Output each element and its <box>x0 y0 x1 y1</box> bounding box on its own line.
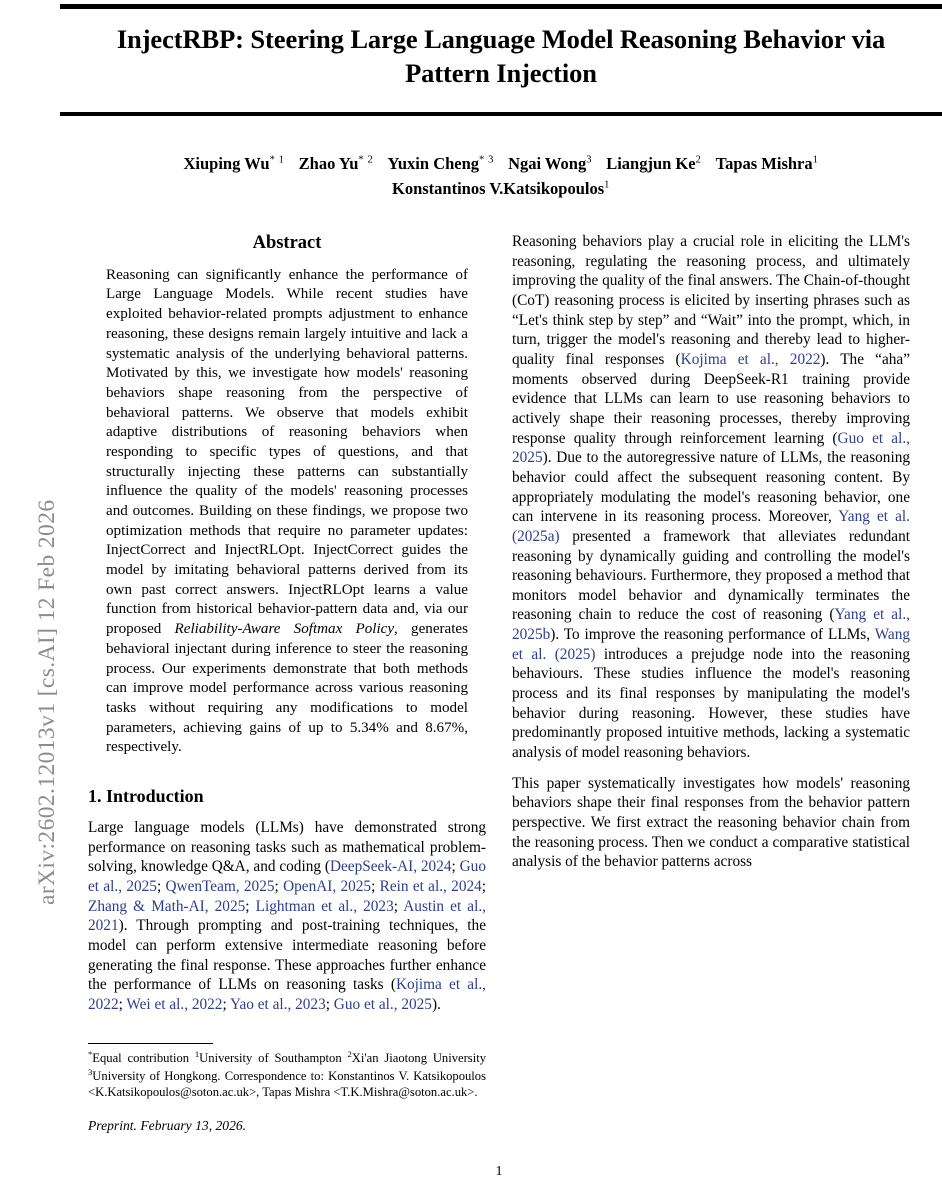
intro-p2-text-c: ). Due to the autoregressive nature of LLMs, the reasoning behavior could affect the subsequent reasoning content. By appropriately modulating the model's reasoning behavior, one can intervene in its reasoning process. Moreover, <box>512 449 910 526</box>
arxiv-stamp-text: arXiv:2602.12013v1 [cs.AI] 12 Feb 2026 <box>34 499 60 905</box>
author-affiliation-marks: * 3 <box>479 154 494 166</box>
author-list <box>60 152 942 201</box>
author-name: Tapas Mishra <box>715 154 813 173</box>
author-entry <box>184 154 285 173</box>
footnote-marker-1: 1 <box>194 1049 200 1060</box>
footnote-part-d: University of Hongkong. Correspondence to: Konstantinos V. Katsikopoulos <K.Katsikopoulos@soton.ac.uk>, Tapas Mishra <T.K.Mishra@soton.ac.uk>. <box>88 1069 486 1100</box>
intro-p1-text-b: ). Through prompting and post-training techniques, the model can perform extensive intermediate reasoning before generating the final response. These approaches further enhance the performance of LLMs on reasoning tasks ( <box>88 917 486 994</box>
header-rule-top <box>60 4 942 9</box>
citation-link[interactable]: Yang et al., 2025b <box>512 606 910 644</box>
author-affiliation-marks: 1 <box>604 179 610 191</box>
citation-link[interactable]: Guo et al., 2025 <box>88 858 486 896</box>
title-block <box>60 22 942 91</box>
citation-link[interactable]: Guo et al., 2025 <box>512 429 910 467</box>
intro-paragraph-3: This paper systematically investigates how models' reasoning behaviors shape their final responses from the behavior pattern perspective. We first extract the reasoning behavior chain from the reasoning process. Then we conduct a comparative statistical analysis of the behavior patterns across <box>512 774 910 871</box>
author-name: Xiuping Wu <box>183 154 270 173</box>
citation-link[interactable]: Austin et al., 2021 <box>88 897 486 935</box>
citation-separator: ; <box>156 878 166 896</box>
citation-link[interactable]: Kojima et al., 2022 <box>680 350 821 368</box>
citation-link[interactable]: Rein et al., 2024 <box>379 878 482 896</box>
citation-separator: ; <box>481 878 487 896</box>
author-entry <box>65 177 937 201</box>
abstract-heading: Abstract <box>252 233 322 253</box>
author-name: Zhao Yu <box>298 154 359 173</box>
footnote-marker-2: 2 <box>347 1049 352 1060</box>
footnote-text <box>88 1049 486 1100</box>
citation-link[interactable]: Lightman et al., 2023 <box>255 897 394 915</box>
author-entry <box>387 154 494 173</box>
paper-page <box>56 0 942 1200</box>
citation-separator: ; <box>222 995 230 1013</box>
author-affiliation-marks: 1 <box>812 154 819 166</box>
citation-separator: ; <box>451 858 460 876</box>
citation-link[interactable]: Kojima et al., 2022 <box>88 976 487 1013</box>
arxiv-stamp <box>0 0 60 1200</box>
citation-link[interactable]: OpenAI, 2025 <box>283 878 372 896</box>
abstract-body <box>88 266 486 758</box>
footnote-part-a: Equal contribution <box>92 1051 195 1066</box>
intro-p2-text-d: presented a framework that alleviates redundant reasoning by dynamically guiding and controlling the model's reasoning behaviours. Furthermore, they proposed a method that monitors model behavior and dynamically terminates the reasoning chain to reduce the cost of reasoning ( <box>512 527 910 624</box>
citation-separator: ; <box>245 897 256 915</box>
citation-link[interactable]: QwenTeam, 2025 <box>165 878 275 896</box>
intro-p2-text-e: ). To improve the reasoning performance of LLMs, <box>550 626 875 644</box>
citation-separator: ; <box>274 878 284 896</box>
author-name: Konstantinos V.Katsikopoulos <box>392 178 605 198</box>
footnote-part-c: Xi'an Jiaotong University <box>351 1051 486 1066</box>
author-entry <box>716 154 819 173</box>
abstract-text-part-2: , generates behavioral injectant during inference to steer the reasoning process. Our experiments demonstrate that both methods can improve model performance across various reasoning tasks without requiring any modifications to model parameters, achieving gains of up to 5.34% and 8.67%, respectively. <box>106 621 469 756</box>
page-number: 1 <box>495 1164 503 1179</box>
author-affiliation-marks: * 1 <box>269 154 285 166</box>
citation-link[interactable]: Yang et al. (2025a) <box>512 508 910 545</box>
intro-p1-text-a: Large language models (LLMs) have demonstrated strong performance on reasoning tasks such as mathematical problem-solving, knowledge Q&A, and coding ( <box>88 819 486 876</box>
citation-link[interactable]: Wang et al. (2025) <box>512 626 910 663</box>
author-entry <box>299 154 374 173</box>
citation-separator: ; <box>118 995 127 1013</box>
preprint-notice: Preprint. February 13, 2026. <box>88 1117 247 1133</box>
footnote-asterisk-marker: * <box>88 1049 93 1060</box>
author-name: Liangjun Ke <box>606 154 696 173</box>
citation-link[interactable]: Wei et al., 2022 <box>126 995 223 1013</box>
citation-link[interactable]: Zhang & Math-AI, 2025 <box>88 897 246 915</box>
footnote-part-b: University of Southampton <box>199 1051 348 1066</box>
author-entry <box>606 154 701 173</box>
body-columns <box>56 232 942 1172</box>
intro-paragraph-2 <box>512 232 910 763</box>
citation-link[interactable]: Yao et al., 2023 <box>229 995 326 1013</box>
footnote-rule <box>88 1043 213 1044</box>
author-name: Ngai Wong <box>508 154 587 173</box>
author-entry <box>508 154 592 173</box>
citation-separator: ; <box>325 995 334 1013</box>
author-affiliation-marks: 2 <box>695 154 702 166</box>
citation-link[interactable]: DeepSeek-AI, 2024 <box>329 858 452 876</box>
citation-separator: ; <box>371 878 380 896</box>
header-rule-under-title <box>60 112 942 116</box>
author-affiliation-marks: 3 <box>586 154 593 166</box>
footnote-block <box>88 1043 486 1134</box>
intro-p2-text-f: introduces a prejudge node into the reasoning behaviours. These studies influence the model's reasoning process and its final responses by manipulating the model's behavior during reasoning. However, these studies have predominantly proposed intuitive methods, lacking a systematic analysis of model reasoning behaviors. <box>512 645 910 762</box>
author-name: Yuxin Cheng <box>387 154 480 173</box>
author-affiliation-marks: * 2 <box>358 154 374 166</box>
intro-p1-text-c: ). <box>431 995 441 1013</box>
intro-paragraph-1 <box>88 818 486 1015</box>
intro-p2-text-a: Reasoning behaviors play a crucial role in eliciting the LLM's reasoning, regulating the reasoning process, and ultimately improving the quality of the final answers. The Chain-of-thought (CoT) reasoning process is elicited by inserting phrases such as “Let's think step by step” and “Wait” into the prompt, which, in turn, trigger the model's reasoning and thereby lead to higher-quality final responses ( <box>512 233 910 368</box>
intro-p2-text-b: ). The “aha” moments observed during DeepSeek-R1 training provide evidence that LLMs can learn to use reasoning behaviors to actively shape their reasoning processes, thereby improving response quality through reinforcement learning ( <box>512 350 910 447</box>
abstract-text-part-1: Reasoning can significantly enhance the performance of Large Language Models. While recent studies have exploited behavior-related prompts adjustment to enhance reasoning, these designs remain largely intuitive and lack a systematic analysis of the underlying behavioral patterns. Motivated by this, we investigate how models' reasoning behaviors shape reasoning from the perspective of behavioral patterns. We observe that models exhibit adaptive distributions of reasoning behaviors when responding to specific types of questions, and that structurally injecting these patterns can substantially influence the quality of the models' reasoning processes and outcomes. Building on these findings, we propose two optimization methods that require no parameter updates: InjectCorrect and InjectRLOpt. InjectCorrect guides the model by imitating behavioral patterns derived from its own past correct answers. InjectRLOpt learns a value function from historical behavior-pattern data and, via our proposed <box>106 266 468 638</box>
column-left <box>88 232 486 1026</box>
citation-link[interactable]: Guo et al., 2025 <box>333 995 432 1013</box>
citation-separator: ; <box>393 897 404 915</box>
footnote-marker-3: 3 <box>88 1066 93 1077</box>
abstract-italic-phrase: Reliability-Aware Softmax Policy <box>174 621 395 638</box>
section-heading-introduction: 1. Introduction <box>88 785 204 806</box>
page-title: InjectRBP: Steering Large Language Model Reasoning Behavior via Pattern Injection <box>116 24 886 89</box>
column-right <box>512 232 910 883</box>
